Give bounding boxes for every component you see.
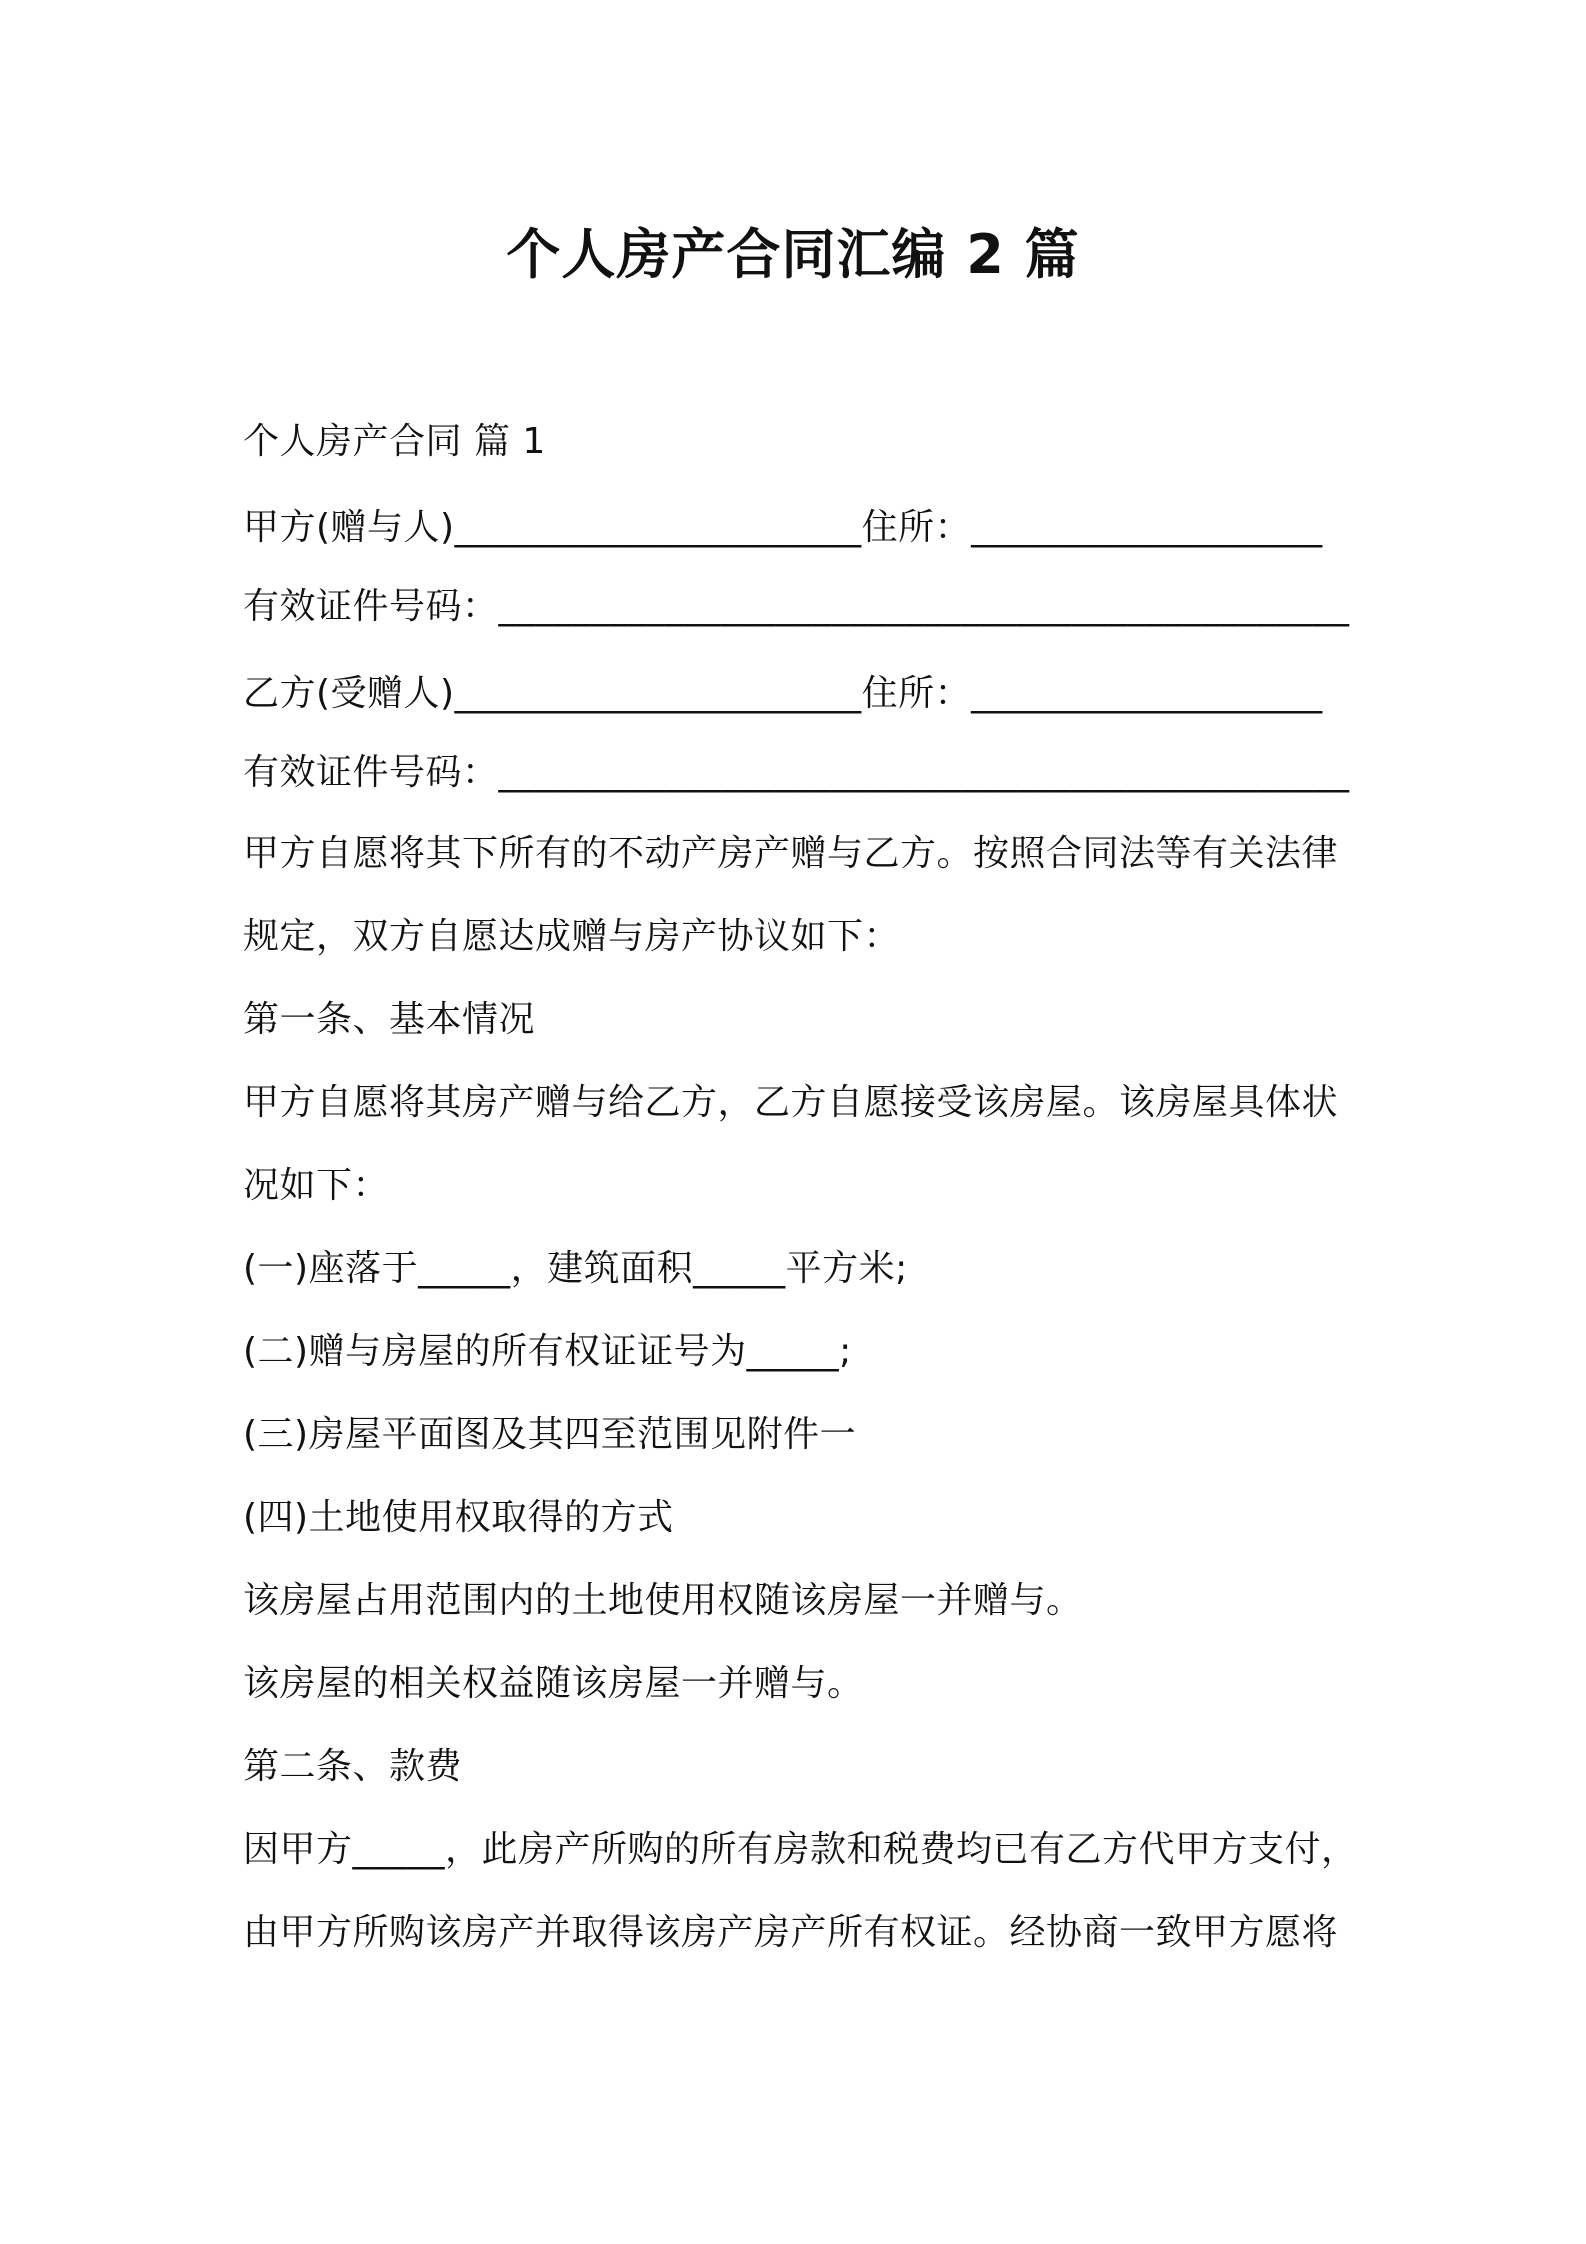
intro-paragraph-line: 甲方自愿将其下所有的不动产房产赠与乙方。按照合同法等有关法律	[243, 833, 1339, 874]
article-2-paragraph-line: 由甲方所购该房产并取得该房产房产所有权证。经协商一致甲方愿将	[243, 1912, 1339, 1953]
article-1-item-4: (四)土地使用权取得的方式	[243, 1497, 674, 1538]
party-a-id-number-line: 有效证件号码：______________________________________________	[243, 586, 1350, 627]
article-1-item-3: (三)房屋平面图及其四至范围见附件一	[243, 1414, 857, 1455]
related-rights-paragraph: 该房屋的相关权益随该房屋一并赠与。	[243, 1663, 864, 1704]
article-1-paragraph-line: 甲方自愿将其房产赠与给乙方，乙方自愿接受该房屋。该房屋具体状	[243, 1082, 1339, 1123]
intro-paragraph-line: 规定，双方自愿达成赠与房产协议如下：	[243, 916, 901, 957]
article-1-item-2: (二)赠与房屋的所有权证证号为_____;	[243, 1331, 852, 1372]
section-heading-part-1: 个人房产合同 篇 1	[243, 421, 546, 462]
article-1-heading: 第一条、基本情况	[243, 999, 536, 1040]
land-use-right-paragraph: 该房屋占用范围内的土地使用权随该房屋一并赠与。	[243, 1580, 1083, 1621]
party-a-donor-line: 甲方(赠与人)______________________住所：___________________	[243, 507, 1323, 548]
party-b-id-number-line: 有效证件号码：______________________________________________	[243, 752, 1350, 793]
document-title: 个人房产合同汇编 2 篇	[506, 223, 1080, 286]
party-b-recipient-line: 乙方(受赠人)______________________住所：___________________	[243, 673, 1323, 714]
article-2-paragraph-line: 因甲方_____，此房产所购的所有房款和税费均已有乙方代甲方支付，	[243, 1829, 1358, 1870]
article-2-heading: 第二条、款费	[243, 1746, 463, 1787]
article-1-paragraph-line: 况如下：	[243, 1165, 390, 1206]
article-1-item-1: (一)座落于_____，建筑面积_____平方米;	[243, 1248, 908, 1289]
